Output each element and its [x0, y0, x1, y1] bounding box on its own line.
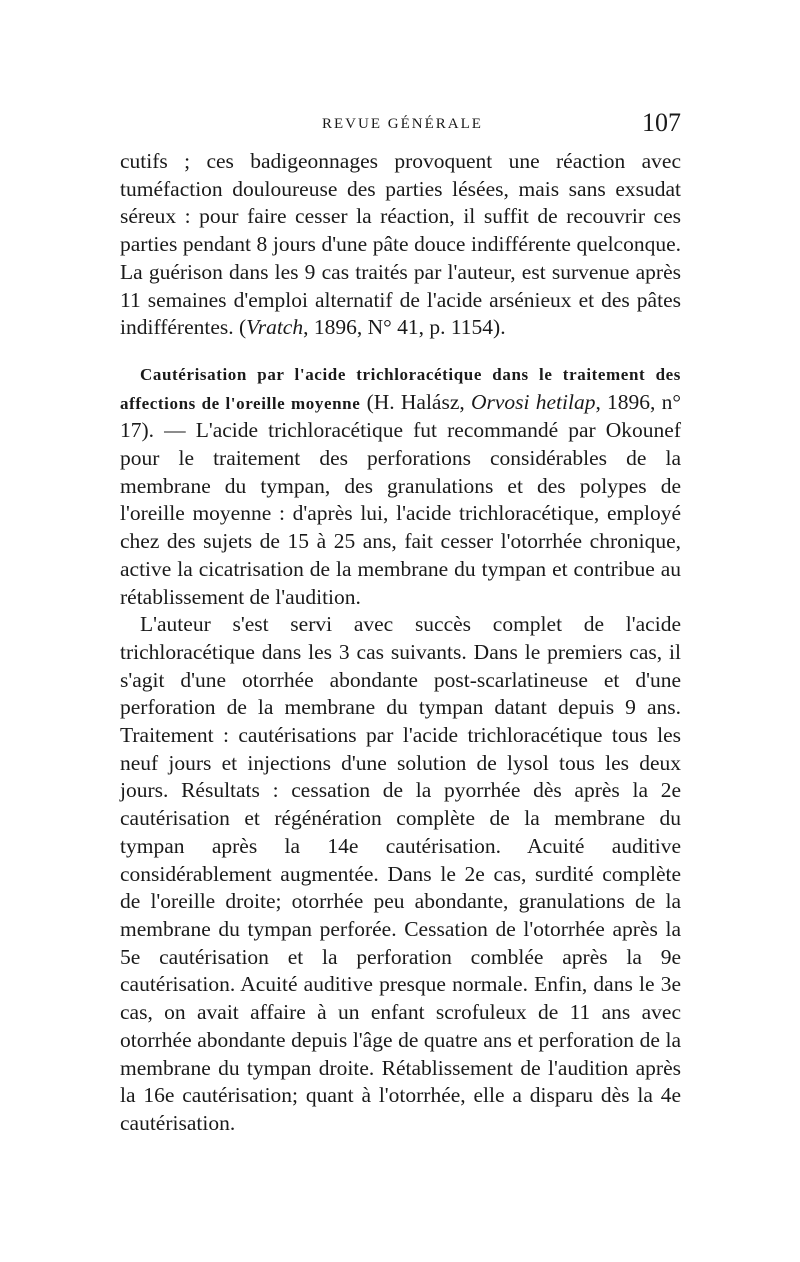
- citation-open: (H. Halász,: [360, 389, 471, 414]
- source-journal: Vratch: [246, 315, 304, 340]
- page-header: [120, 108, 681, 148]
- article-intro: — L'acide trichloracétique fut recommandé par Okounef pour le traitement des perforations considérables de la membrane du tympan, des granulations et des polypes de l'oreille moyenne : d'après lui, l'acide trichloracétique, employé chez des sujets de 15 à 25 ans, fait cesser l'otorrhée chronique, active la cicatrisation de la membrane du tympan et contribue au rétablissement de l'audition.: [120, 418, 681, 609]
- article: [120, 360, 681, 1138]
- running-head: REVUE GÉNÉRALE: [322, 116, 483, 132]
- article-title: Cautérisation par l'acide trichloracétique dans le traitement des affections de l'oreille moyenne: [120, 364, 681, 413]
- article-body-paragraph: L'auteur s'est servi avec succès complet de l'acide trichloracétique dans les 3 cas suivants. Dans le premiers cas, il s'agit d'une otorrhée abondante post-scarlatineuse et d'une perforation de la membrane du tympan datant depuis 9 ans. Traitement : cautérisations par l'acide trichloracétique tous les neuf jours et injections d'une solution de lysol tous les deux jours. Résultats : cessation de la pyorrhée dès après la 2e cautérisation et régénération complète de la membrane du tympan après la 14e cautérisation. Acuité auditive considérablement augmentée. Dans le 2e cas, surdité complète de l'oreille droite; otorrhée peu abondante, granulations de la membrane du tympan perforée. Cessation de l'otorrhée après la 5e cautérisation et la perforation comblée après la 9e cautérisation. Acuité auditive presque normale. Enfin, dans le 3e cas, on avait affaire à un enfant scrofuleux de 11 ans avec otorrhée abondante depuis l'âge de quatre ans et perforation de la membrane du tympan droite. Rétablissement de l'audition après la 16e cautérisation; quant à l'otorrhée, elle a disparu dès la 4e cautérisation.: [120, 612, 681, 1135]
- continuation-paragraph: [120, 148, 681, 342]
- page-number: 107: [642, 108, 681, 137]
- continuation-text: cutifs ; ces badigeonnages provoquent une réaction avec tuméfaction douloureuse des parties lésées, mais sans exsudat séreux : pour faire cesser la réaction, il suffit de recouvrir ces parties pendant 8 jours d'une pâte douce indifférente quelconque. La guérison dans les 9 cas traités par l'auteur, est survenue après 11 semaines d'emploi alternatif de l'acide arsénieux et des pâtes indifférentes. (: [120, 149, 681, 340]
- article-intro-paragraph: [120, 360, 681, 611]
- page: [120, 108, 681, 1138]
- citation-details: , 1896, n° 17).: [120, 389, 681, 443]
- citation-journal: Orvosi hetilap: [470, 389, 596, 414]
- source-details: , 1896, N° 41, p. 1154).: [303, 315, 506, 340]
